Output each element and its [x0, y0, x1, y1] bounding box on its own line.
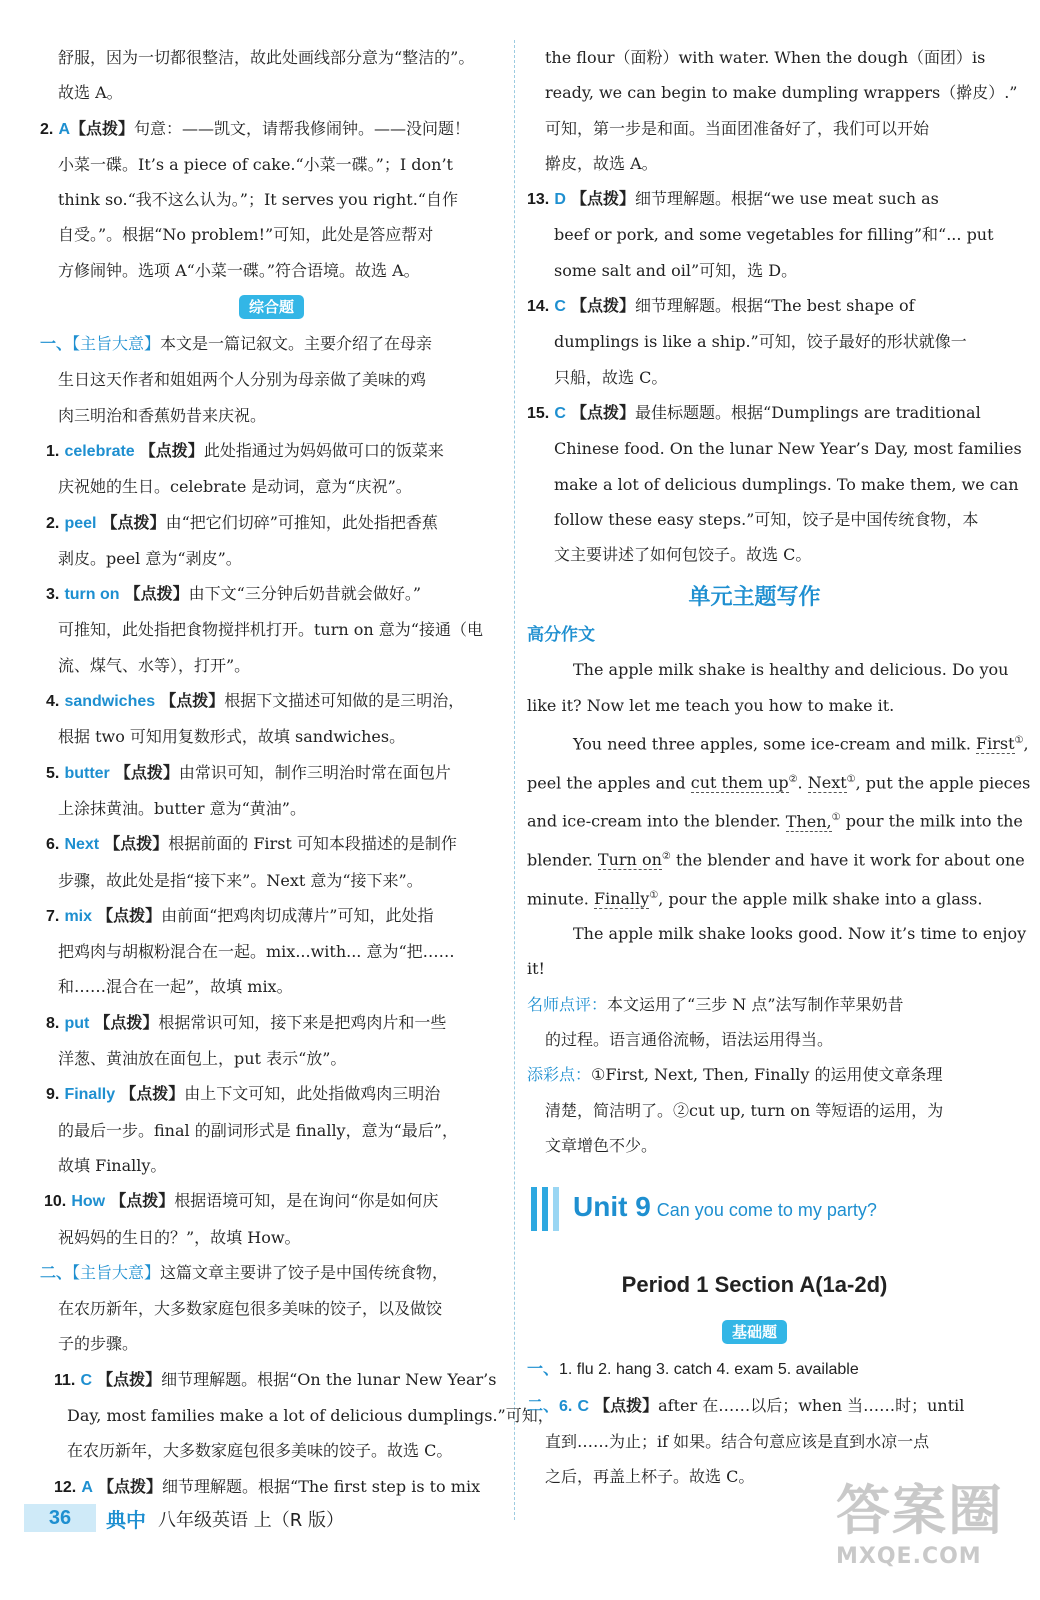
text-line: 在农历新年，大多数家庭包很多美味的饺子。故选 C。: [67, 1441, 453, 1461]
text-line: 可知，第一步是和面。当面团准备好了，我们可以开始: [545, 118, 930, 138]
text-line: 流、煤气、水等），打开”。: [58, 655, 251, 675]
text-line: 洋葱、黄油放在面包上，put 表示“放”。: [58, 1049, 347, 1069]
text-line: 故选 A。: [58, 83, 123, 103]
text-line: the flour（面粉）with water. When the dough（面团）is: [545, 48, 986, 67]
text-line: 的过程。语言通俗流畅，语法运用得当。: [545, 1030, 834, 1050]
text-line: 子的步骤。: [58, 1334, 139, 1354]
teacher-comment: 名师点评：本文运用了“三步 N 点”法写制作苹果奶昔: [527, 994, 904, 1014]
page-number: 36: [24, 1504, 96, 1532]
text-line: 和……混合在一起”，故填 mix。: [58, 977, 293, 997]
text-line: 可推知，此处指把食物搅拌机打开。turn on 意为“接通（电: [58, 620, 483, 640]
text-line: make a lot of delicious dumplings. To make them, we can: [554, 474, 1019, 494]
text-line: 直到……为止；if 如果。结合句意应该是直到水凉一点: [545, 1431, 930, 1451]
text-line: 剥皮。peel 意为“剥皮”。: [58, 548, 242, 568]
text-line: think so.“我不这么认为。”；It serves you right.“自作: [58, 190, 458, 210]
text-line: 舒服，因为一切都很整洁，故此处画线部分意为“整洁的”。: [58, 48, 475, 67]
book-title: 八年级英语 上（R 版）: [158, 1510, 344, 1531]
answer-item: 2. peel 【点拨】由“把它们切碎”可推知，此处指把香蕉: [46, 512, 438, 532]
text-line: 只船，故选 C。: [554, 367, 668, 387]
text-line: 自受。”。根据“No problem!”可知，此处是答应帮对: [58, 225, 434, 245]
answer-q11: 11. C 【点拨】细节理解题。根据“On the lunar New Year’s: [54, 1369, 497, 1389]
text-line: some salt and oil”可知，选 D。: [554, 260, 798, 280]
answer-q2: 2. A【点拨】句意：——凯文，请帮我修闹钟。——没问题！: [40, 118, 471, 138]
highlight-comment: 添彩点：①First, Next, Then, Finally 的运用使文章条理: [527, 1065, 943, 1085]
text-line: 上涂抹黄油。butter 意为“黄油”。: [58, 798, 306, 818]
text-line: beef or pork, and some vegetables for filling”和“... put: [554, 225, 994, 245]
page-footer: [24, 1500, 524, 1536]
text-line: 文主要讲述了如何包饺子。故选 C。: [554, 545, 812, 565]
text-line: dumplings is like a ship.”可知，饺子最好的形状就像一: [554, 332, 967, 352]
text-line: 擀皮，故选 A。: [545, 153, 658, 173]
unit-stripes-icon: [531, 1187, 564, 1235]
summary-2: 二、【主旨大意】这篇文章主要讲了饺子是中国传统食物，: [40, 1262, 449, 1282]
answer-item: 8. put 【点拨】根据常识可知，接下来是把鸡肉片和一些: [46, 1012, 447, 1032]
text-line: 文章增色不少。: [545, 1135, 658, 1155]
answer-item: 5. butter 【点拨】由常识可知，制作三明治时常在面包片: [46, 762, 451, 782]
text-line: 之后，再盖上杯子。故选 C。: [545, 1467, 755, 1487]
section-badge-comprehensive: 综合题: [239, 295, 304, 319]
answer-q15: 15. C 【点拨】最佳标题题。根据“Dumplings are traditional: [527, 402, 981, 422]
right-column: [527, 40, 1031, 1494]
text-line: 方修闹钟。选项 A“小菜一碟。”符合语境。故选 A。: [58, 260, 420, 280]
text-line: 把鸡肉与胡椒粉混合在一起。mix...with... 意为“把……: [58, 942, 455, 962]
left-column: [40, 40, 554, 1505]
model-essay: The apple milk shake is healthy and delicious. Do you like it? Now let me teach you how to make it. You need three apples, some ice-cream and milk. First①, peel the apples and cut them up②. Next①, put the apple pieces and ice-cream into the blender. Then,① pour the milk into the blender. Turn on② the blender and have it work for about one minute. Finally①, pour the apple milk shake into a glass. The apple milk shake looks good. Now it’s time to enjoy it!: [527, 660, 1031, 979]
section-badge-wrap: [527, 1317, 982, 1347]
unit-subtitle: Can you come to my party?: [656, 1200, 877, 1221]
text-line: Day, most families make a lot of delicious dumplings.”可知，: [67, 1405, 554, 1425]
section-badge-basic: 基础题: [722, 1320, 787, 1344]
answer-item: 1. celebrate 【点拨】此处指通过为妈妈做可口的饭菜来: [46, 440, 444, 460]
answer-list: [40, 433, 503, 1255]
text-line: 祝妈妈的生日的？”，故填 How。: [58, 1227, 301, 1247]
column-divider: [514, 40, 515, 1520]
answer-q13: 13. D 【点拨】细节理解题。根据“we use meat such as: [527, 189, 939, 209]
unit-header: [527, 1179, 982, 1247]
answer-item: 7. mix 【点拨】由前面“把鸡肉切成薄片”可知，此处指: [46, 905, 434, 925]
text-line: 小菜一碟。It’s a piece of cake.“小菜一碟。”；I don’t: [58, 154, 453, 174]
model-essay-title: 高分作文: [527, 625, 595, 646]
answer-q14: 14. C 【点拨】细节理解题。根据“The best shape of: [527, 296, 915, 316]
section-badge-wrap: [40, 292, 503, 322]
answer-item: 3. turn on 【点拨】由下文“三分钟后奶昔就会做好。”: [46, 584, 422, 604]
answer-item: 6. Next 【点拨】根据前面的 First 可知本段描述的是制作: [46, 834, 457, 854]
text-line: 的最后一步。final 的副词形式是 finally，意为“最后”，: [58, 1120, 458, 1140]
unit-label: Unit 9: [573, 1191, 651, 1223]
book-logo: 典中: [106, 1508, 146, 1532]
answer-q12: 12. A 【点拨】细节理解题。根据“The first step is to mix: [54, 1476, 481, 1496]
text-line: follow these easy steps.”可知，饺子是中国传统食物，本: [554, 509, 979, 529]
text-line: 庆祝她的生日。celebrate 是动词，意为“庆祝”。: [58, 477, 412, 497]
text-line: 在农历新年，大多数家庭包很多美味的饺子，以及做饺: [58, 1299, 443, 1319]
answer-item: 9. Finally 【点拨】由上下文可知，此处指做鸡肉三明治: [46, 1084, 441, 1104]
period-title: Period 1 Section A(1a-2d): [621, 1272, 888, 1298]
writing-section-title: 单元主题写作: [688, 585, 821, 611]
text-line: 生日这天作者和姐姐两个人分别为母亲做了美味的鸡: [58, 370, 427, 390]
text-line: Chinese food. On the lunar New Year’s Day, most families: [554, 439, 1022, 459]
watermark: 答案圈 MXQE.COM: [836, 1479, 1004, 1569]
text-line: 根据 two 可知用复数形式，故填 sandwiches。: [58, 727, 406, 747]
vocab-answers: 一、1. flu 2. hang 3. catch 4. exam 5. available: [527, 1361, 859, 1379]
text-line: 清楚，简洁明了。②cut up, turn on 等短语的运用，为: [545, 1100, 944, 1120]
summary-1: 一、【主旨大意】本文是一篇记叙文。主要介绍了在母亲: [40, 334, 433, 354]
answer-item: 4. sandwiches 【点拨】根据下文描述可知做的是三明治，: [46, 691, 465, 711]
answer-q6: 二、6. C 【点拨】after 在……以后；when 当……时；until: [527, 1395, 965, 1415]
answer-item: 10. How 【点拨】根据语境可知，是在询问“你是如何庆: [44, 1191, 439, 1211]
text-line: 步骤，故此处是指“接下来”。Next 意为“接下来”。: [58, 870, 423, 890]
text-line: ready, we can begin to make dumpling wrappers（擀皮）.”: [545, 83, 1018, 103]
text-line: 故填 Finally。: [58, 1155, 167, 1175]
text-line: 肉三明治和香蕉奶昔来庆祝。: [58, 405, 267, 425]
